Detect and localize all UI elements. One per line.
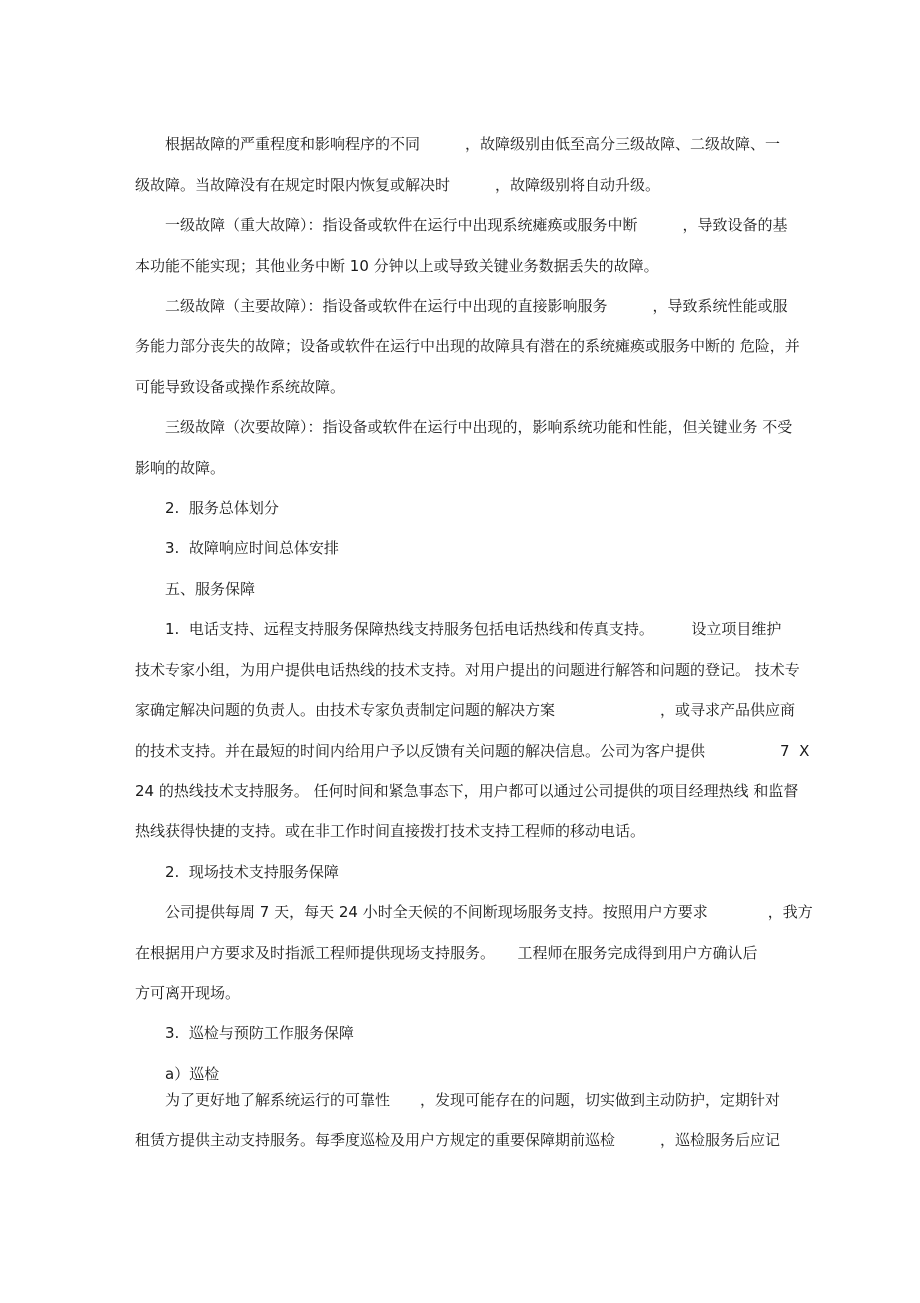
paragraph-line: 热线获得快捷的支持。或在非工作时间直接拨打技术支持工程师的移动电话。	[135, 822, 646, 840]
paragraph-line: 务能力部分丧失的故障；设备或软件在运行中出现的故障具有潜在的系统瘫痪或服务中断的 危险，并	[135, 337, 800, 355]
paragraph-line: 技术专家小组，为用户提供电话热线的技术支持。对用户提出的问题进行解答和问题的登记。 技术专	[135, 661, 800, 679]
paragraph-line: 方可离开现场。	[135, 984, 241, 1002]
section-heading: 五、服务保障	[165, 580, 256, 598]
section-heading: 3. 故障响应时间总体安排	[165, 539, 339, 557]
paragraph-line: 级故障。当故障没有在规定时限内恢复或解决时 ，故障级别将自动升级。	[135, 176, 661, 194]
section-heading: 3. 巡检与预防工作服务保障	[165, 1024, 354, 1042]
paragraph-line: 家确定解决问题的负责人。由技术专家负责制定问题的解决方案 ，或寻求产品供应商	[135, 701, 796, 719]
paragraph-line: 在根据用户方要求及时指派工程师提供现场支持服务。 工程师在服务完成得到用户方确认后	[135, 944, 758, 962]
paragraph-line: 可能导致设备或操作系统故障。	[135, 378, 346, 396]
paragraph-line: 为了更好地了解系统运行的可靠性 ，发现可能存在的问题，切实做到主动防护，定期针对	[165, 1091, 781, 1109]
paragraph-line: 租赁方提供主动支持服务。每季度巡检及用户方规定的重要保障期前巡检 ，巡检服务后应记	[135, 1131, 781, 1149]
paragraph-line: 一级故障（重大故障）：指设备或软件在运行中出现系统瘫痪或服务中断 ，导致设备的基	[165, 216, 788, 234]
paragraph-line: 1. 电话支持、远程支持服务保障热线支持服务包括电话热线和传真支持。 设立项目维护	[165, 620, 782, 638]
paragraph-line: 二级故障（主要故障）：指设备或软件在运行中出现的直接影响服务 ，导致系统性能或服	[165, 297, 788, 315]
paragraph-line: 的技术支持。并在最短的时间内给用户予以反馈有关问题的解决信息。公司为客户提供 7 X	[135, 742, 810, 760]
paragraph-line: 本功能不能实现；其他业务中断 10 分钟以上或导致关键业务数据丢失的故障。	[135, 257, 659, 275]
subsection-heading: a）巡检	[165, 1065, 220, 1083]
paragraph-line: 公司提供每周 7 天，每天 24 小时全天候的不间断现场服务支持。按照用户方要求 ，我方	[165, 903, 813, 921]
paragraph-line: 24 的热线技术支持服务。 任何时间和紧急事态下，用户都可以通过公司提供的项目经理热线 和监督	[135, 782, 799, 800]
section-heading: 2. 服务总体划分	[165, 499, 279, 517]
paragraph-line: 三级故障（次要故障）：指设备或软件在运行中出现的，影响系统功能和性能，但关键业务 不受	[165, 418, 793, 436]
paragraph-line: 根据故障的严重程度和影响程序的不同 ，故障级别由低至高分三级故障、二级故障、一	[165, 135, 781, 153]
section-heading: 2. 现场技术支持服务保障	[165, 863, 339, 881]
paragraph-line: 影响的故障。	[135, 459, 226, 477]
